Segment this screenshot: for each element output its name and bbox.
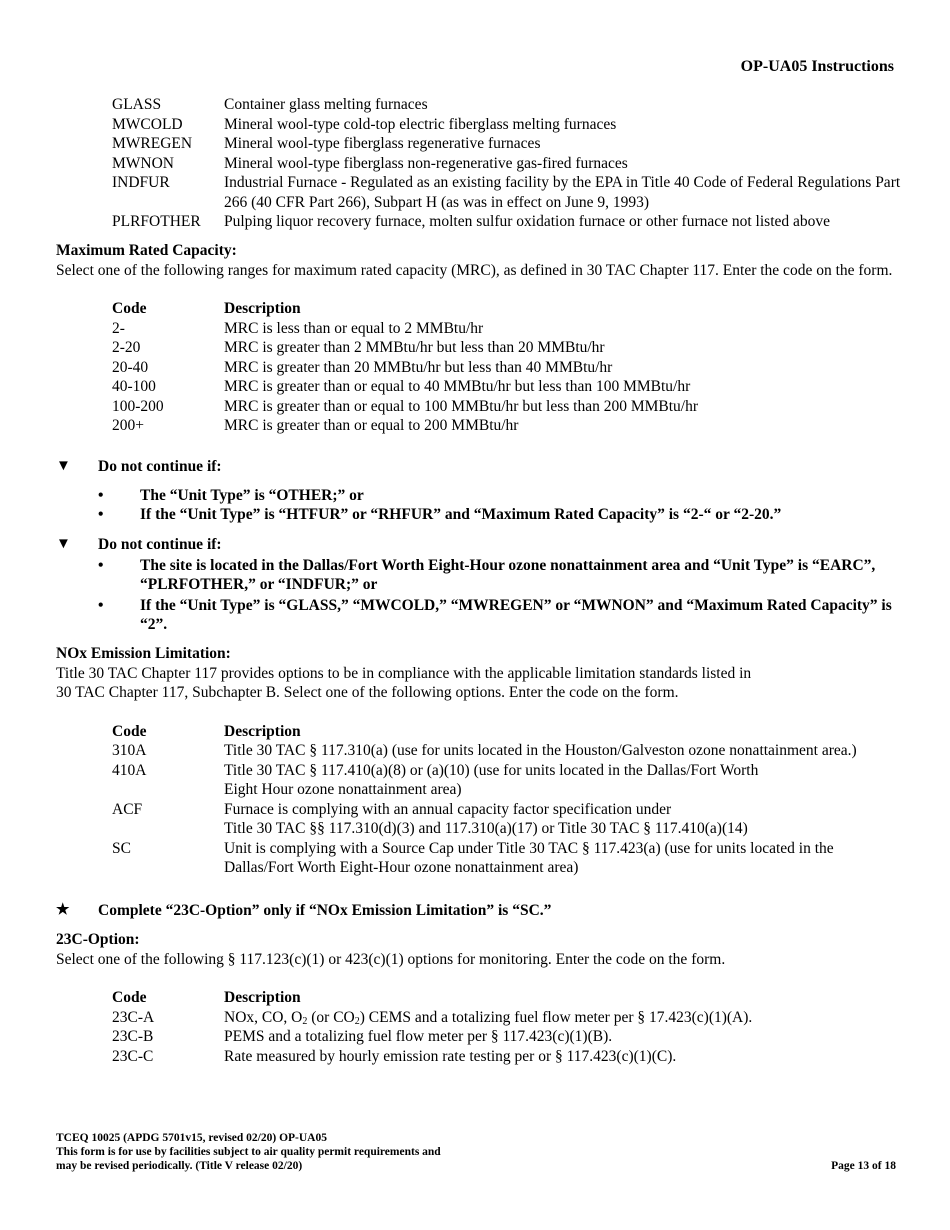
desc-cell (224, 761, 896, 800)
table-row (112, 154, 902, 174)
desc-cell (224, 800, 896, 839)
desc-line: Title 30 TAC § 117.410(a)(8) or (a)(10) (use for units located in the Dallas/Fort Worth (224, 761, 759, 779)
bullet-icon: • (98, 506, 104, 523)
code-cell: PLRFOTHER (112, 213, 201, 230)
note-text: Complete “23C-Option” only if “NOx Emission Limitation” is “SC.” (98, 902, 552, 919)
triangle-down-icon: ▼ (56, 536, 71, 552)
table-row (112, 761, 896, 800)
desc-line: Title 30 TAC §§ 117.310(d)(3) and 117.310(a)(17) or Title 30 TAC § 117.410(a)(14) (224, 820, 748, 837)
desc-part: ) CEMS and a totalizing fuel flow meter per § 17.423(c)(1)(A). (359, 1008, 753, 1026)
desc-cell: MRC is greater than or equal to 100 MMBtu/hr but less than 200 MMBtu/hr (224, 397, 699, 415)
note-line (56, 901, 896, 921)
nox-title: NOx Emission Limitation: (56, 645, 231, 662)
code-cell: 410A (112, 761, 147, 779)
footer-form-id: TCEQ 10025 (APDG 5701v15, revised 02/20) OP-UA05 (56, 1132, 327, 1144)
list-item (98, 505, 896, 525)
nox-intro-line1: Title 30 TAC Chapter 117 provides options to be in compliance with the applicable limitation standards listed in (56, 664, 752, 682)
page-footer (56, 1131, 896, 1173)
stop-notice-1 (56, 457, 896, 525)
code-cell: ACF (112, 800, 143, 818)
mrc-table (112, 299, 896, 436)
star-icon: ★ (56, 902, 70, 918)
desc-cell: Mineral wool-type cold-top electric fiberglass melting furnaces (224, 115, 617, 133)
code-cell: 2- (112, 319, 125, 337)
col-description: Description (224, 300, 301, 317)
desc-cell: Container glass melting furnaces (224, 96, 428, 113)
bullet-text: If the “Unit Type” is “HTFUR” or “RHFUR” and “Maximum Rated Capacity” is “2-“ or “2-20.” (140, 506, 782, 523)
triangle-down-icon: ▼ (56, 458, 71, 474)
page-number: Page 13 of 18 (831, 1160, 896, 1172)
desc-line: Eight Hour ozone nonattainment area) (224, 781, 462, 798)
col-description: Description (224, 722, 301, 740)
table-row (112, 358, 896, 378)
col-code: Code (112, 722, 147, 740)
code-cell: MWNON (112, 154, 174, 172)
desc-cell: Mineral wool-type fiberglass non-regenerative gas-fired furnaces (224, 154, 628, 172)
complete-note (56, 901, 896, 921)
table-row (112, 1047, 896, 1067)
bullet-icon: • (98, 596, 104, 614)
code-cell: 40-100 (112, 378, 156, 395)
list-item (98, 486, 896, 506)
code-cell: GLASS (112, 96, 162, 113)
stop-notice-2 (56, 535, 896, 635)
subscript: 2 (354, 1015, 360, 1027)
table-row (112, 134, 902, 154)
bullet-icon: • (98, 556, 104, 574)
stop-line (56, 457, 896, 477)
desc-cell: Industrial Furnace - Regulated as an existing facility by the EPA in Title 40 Code of Federal Regulations Part 266 (40 CFR Part 266), Subpart H (as was in effect on June 9, 1993) (224, 174, 901, 211)
table-row (112, 95, 902, 115)
code-cell: 23C-B (112, 1028, 154, 1045)
col-code: Code (112, 300, 147, 317)
bullet-text: If the “Unit Type” is “GLASS,” “MWCOLD,” “MWREGEN” or “MWNON” and “Maximum Rated Capacity” is “2”. (140, 596, 892, 633)
subscript: 2 (302, 1015, 308, 1027)
mrc-intro: Select one of the following ranges for maximum rated capacity (MRC), as defined in 30 TAC Chapter 117. Enter the code on the form. (56, 261, 893, 279)
page-header-title: OP-UA05 Instructions (740, 58, 894, 75)
desc-cell: Title 30 TAC § 117.310(a) (use for units located in the Houston/Galveston ozone nonattainment area.) (224, 742, 857, 759)
code-cell: 23C-C (112, 1047, 154, 1065)
code-cell: INDFUR (112, 174, 170, 191)
desc-part: (or CO (307, 1008, 355, 1026)
desc-cell: MRC is greater than or equal to 40 MMBtu/hr but less than 100 MMBtu/hr (224, 378, 691, 395)
desc-cell: PEMS and a totalizing fuel flow meter per § 117.423(c)(1)(B). (224, 1028, 613, 1045)
table-row (112, 338, 896, 358)
code-cell: 23C-A (112, 1008, 155, 1026)
bullet-text: The site is located in the Dallas/Fort Worth Eight-Hour ozone nonattainment area and “Unit Type” is “EARC”, “PLRFOTHER,” or “INDFUR;” or (140, 556, 876, 593)
table-row (112, 173, 902, 212)
mrc-title: Maximum Rated Capacity: (56, 242, 237, 259)
col-description: Description (224, 989, 301, 1006)
stop-bullet-list (56, 556, 896, 635)
desc-cell: Rate measured by hourly emission rate testing per or § 117.423(c)(1)(C). (224, 1047, 677, 1065)
opt23c-intro: Select one of the following § 117.123(c)(1) or 423(c)(1) options for monitoring. Enter the code on the form. (56, 950, 726, 968)
stop-text: Do not continue if: (98, 536, 222, 553)
code-cell: MWREGEN (112, 135, 193, 152)
furnace-type-table (112, 95, 902, 232)
nox-table (112, 722, 896, 878)
table-row (112, 1027, 896, 1047)
list-item (98, 596, 896, 635)
list-item (98, 556, 896, 595)
desc-cell: Unit is complying with a Source Cap under Title 30 TAC § 117.423(a) (use for units located in the Dallas/Fort Worth Eight-Hour ozone nonattainment area) (224, 839, 834, 876)
code-cell: 100-200 (112, 397, 164, 415)
footer-note-line1: This form is for use by facilities subject to air quality permit requirements and (56, 1146, 441, 1158)
desc-cell: MRC is greater than 2 MMBtu/hr but less than 20 MMBtu/hr (224, 339, 605, 356)
footer-note-line2: may be revised periodically. (Title V release 02/20) (56, 1160, 303, 1172)
stop-bullet-list (56, 486, 896, 525)
nox-intro-line2: 30 TAC Chapter 117, Subchapter B. Select one of the following options. Enter the code on the form. (56, 684, 679, 701)
table-row (112, 741, 896, 761)
desc-cell: Mineral wool-type fiberglass regenerative furnaces (224, 135, 541, 152)
mrc-section (56, 241, 896, 436)
table-header (112, 988, 896, 1008)
stop-line (56, 535, 896, 555)
code-cell: 20-40 (112, 358, 149, 376)
stop-text: Do not continue if: (98, 458, 222, 475)
desc-cell: MRC is greater than or equal to 200 MMBtu/hr (224, 417, 519, 434)
code-cell: 2-20 (112, 339, 141, 356)
table-row (112, 839, 896, 878)
code-cell: 200+ (112, 417, 144, 434)
table-row (112, 319, 896, 339)
desc-cell: MRC is less than or equal to 2 MMBtu/hr (224, 319, 484, 337)
opt23c-title: 23C-Option: (56, 931, 140, 948)
table-row (112, 115, 902, 135)
code-cell: SC (112, 839, 131, 857)
col-code: Code (112, 989, 147, 1006)
table-row (112, 212, 902, 232)
table-row (112, 377, 896, 397)
opt23c-table (112, 988, 896, 1066)
desc-part: NOx, CO, O (224, 1008, 303, 1026)
desc-line: Furnace is complying with an annual capacity factor specification under (224, 800, 672, 818)
nox-section (56, 644, 896, 878)
table-row (112, 416, 896, 436)
table-header (112, 722, 896, 742)
code-cell: 310A (112, 742, 147, 759)
bullet-icon: • (98, 486, 104, 504)
code-cell: MWCOLD (112, 115, 183, 133)
bullet-text: The “Unit Type” is “OTHER;” or (140, 486, 364, 504)
table-row (112, 397, 896, 417)
desc-cell: MRC is greater than 20 MMBtu/hr but less than 40 MMBtu/hr (224, 358, 613, 376)
table-row (112, 800, 896, 839)
opt23c-section (56, 930, 896, 1066)
table-header (112, 299, 896, 319)
table-row (112, 1008, 896, 1028)
desc-cell: Pulping liquor recovery furnace, molten sulfur oxidation furnace or other furnace not listed above (224, 213, 831, 230)
desc-cell (224, 1008, 896, 1028)
